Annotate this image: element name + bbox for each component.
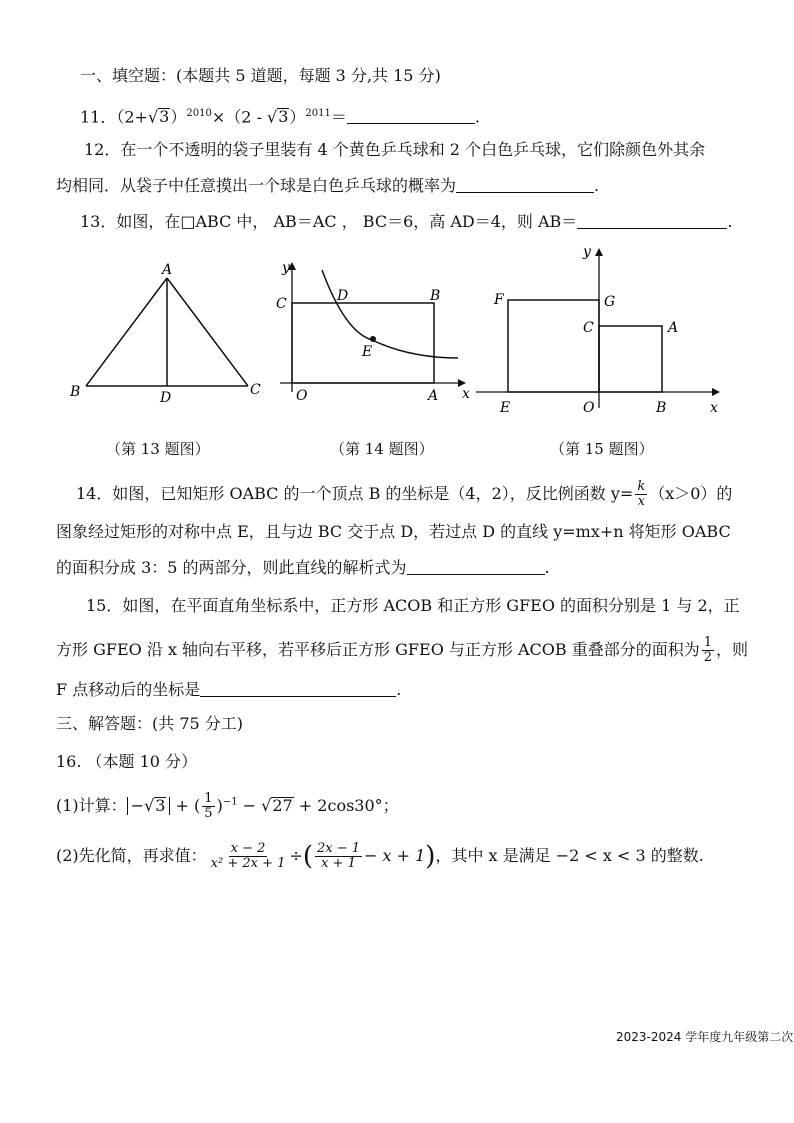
q11-number: 11． (80, 107, 117, 127)
q11-exponent-a: 2010 (186, 108, 212, 119)
q16-p2-fraction-2 (315, 842, 362, 871)
q15-frac-den: 2 (703, 650, 713, 665)
fig15-label-o: O (583, 400, 595, 416)
q16-p1-sqrt27: 27 (272, 796, 293, 815)
fig13-label-b: B (70, 384, 81, 400)
fig14-label-c: C (276, 296, 287, 312)
q12-text: 均相同．从袋子中任意摸出一个球是白色乒乓球的概率为 (56, 176, 457, 195)
q16-p2-fraction-1 (209, 842, 288, 871)
fig14-label-x: x (462, 386, 470, 402)
q14-text-b: （x＞0）的 (649, 484, 733, 503)
q16-p2-divide: ÷ (289, 846, 303, 865)
q13-period: . (727, 212, 733, 231)
fig15-y-arrow (595, 248, 603, 256)
question-15-line-3 (56, 680, 401, 700)
fig14-label-a: A (428, 388, 439, 404)
q11-exponent-b: 2011 (305, 108, 331, 119)
q11-answer-blank[interactable] (347, 107, 475, 124)
q16-p1-minus: − (237, 796, 262, 815)
q14-frac-num: k (637, 479, 646, 494)
q16-p1-frac-den: 5 (204, 806, 213, 821)
q16-p2-tail: ，其中 x 是满足 −2 < x < 3 的整数. (435, 846, 704, 865)
fig15-label-x: x (710, 400, 718, 416)
fig13-label-d: D (160, 390, 172, 406)
fig13-label-c: C (250, 382, 261, 398)
fig15-square-gfeo (508, 300, 599, 392)
q12-period: . (594, 176, 600, 195)
q16-p1-abs: −√3 (127, 797, 171, 815)
section-heading-fill-blank: 一、填空题：(本题共 5 道题，每题 3 分,共 15 分) (80, 66, 441, 85)
q15-fraction (702, 636, 714, 665)
q16-p2-paren-close: ) (425, 841, 436, 872)
q16-p2-paren-open: ( (302, 841, 313, 872)
question-16-part-2 (56, 842, 704, 871)
q14-text-a: 14．如图，已知矩形 OABC 的一个顶点 B 的坐标是（4，2），反比例函数 y= (76, 484, 634, 503)
fig13-caption: （第 13 题图） (106, 440, 210, 458)
q15-text-a: 方形 GFEO 沿 x 轴向右平移，若平移后正方形 GFEO 与正方形 ACOB 重叠部分的面积为 (56, 640, 700, 659)
q14-answer-blank[interactable] (407, 558, 545, 575)
q16-p1-tail: + 2cos30°； (293, 796, 399, 815)
q12-answer-blank[interactable] (456, 176, 594, 193)
fig15-caption: （第 15 题图） (550, 440, 654, 458)
section-heading-solve: 三、解答题：(共 75 分工) (56, 714, 244, 733)
q11-period: . (474, 107, 480, 127)
q16-p2-f1-num: x − 2 (230, 841, 266, 856)
q14-frac-den: x (637, 494, 645, 509)
q11-equals: ＝ (330, 107, 347, 127)
q16-p1-frac-num: 1 (204, 791, 213, 806)
fig15-label-f: F (494, 292, 504, 308)
fig14-label-e: E (362, 344, 373, 360)
question-11: 11．$(2+√3)^{2010}\times(2 - √3)^{2011}=$ . (80, 107, 480, 127)
question-12-line-2 (56, 176, 599, 196)
figures-row (0, 240, 794, 440)
q15-answer-blank[interactable] (200, 680, 396, 697)
q11-root-a: 3 (159, 107, 170, 127)
fig13-side-ac (167, 278, 248, 386)
fig13-label-a: A (162, 262, 173, 278)
fig14-label-y: y (282, 260, 290, 276)
q16-p2-label: (2)先化简，再求值： (56, 846, 207, 865)
question-14-line-1 (76, 480, 732, 509)
q13-answer-blank[interactable] (577, 212, 727, 229)
q11-expr-open: （2+ (116, 107, 148, 127)
fig15-label-g: G (604, 294, 616, 310)
question-12-line-1: 12．在一个不透明的袋子里装有 4 个黄色乒乓球和 2 个白色乒乓球，它们除颜色外其余 (84, 140, 706, 159)
q11-close-a: ） (170, 107, 187, 127)
question-16-header: 16. （本题 10 分） (56, 752, 198, 771)
question-15-line-1: 15．如图，在平面直角坐标系中，正方形 ACOB 和正方形 GFEO 的面积分别是 1 与 2，正 (86, 596, 740, 615)
q16-p1-exponent: −1 (222, 796, 238, 808)
q11-root-b: 3 (278, 107, 289, 127)
fig14-hyperbola (322, 270, 458, 358)
q13-text: 13．如图，在□ABC 中， AB＝AC ， BC＝6，高 AD＝4，则 AB＝ (80, 212, 578, 231)
figure-13-triangle (69, 262, 261, 406)
q11-times: ×（2 - (211, 107, 267, 127)
question-14-line-3 (56, 558, 550, 578)
q16-p2-f2-num: 2x − 1 (316, 841, 360, 856)
figure-14-rectangle-hyperbola (276, 260, 470, 404)
q14-period: . (544, 558, 550, 577)
fig13-side-ab (86, 278, 167, 386)
fig15-label-a: A (668, 320, 679, 336)
fig15-label-c: C (583, 320, 594, 336)
page-footer: 2023-2024 学年度九年级第二次 (616, 1030, 794, 1044)
fig14-rectangle (292, 303, 434, 383)
fig15-label-y: y (583, 244, 591, 260)
q14-text-c: 的面积分成 3：5 的两部分，则此直线的解析式为 (56, 558, 407, 577)
q16-p2-f2-den: x + 1 (321, 856, 356, 871)
q16-p1-fraction (202, 792, 214, 821)
fig14-label-o: O (296, 388, 308, 404)
q16-p1-sqrt3: 3 (155, 796, 166, 815)
question-14-line-2: 图象经过矩形的对称中点 E，且与边 BC 交于点 D，若过点 D 的直线 y=mx+n 将矩形 OABC (56, 522, 731, 541)
fig15-label-b: B (656, 400, 667, 416)
fig15-square-acob (599, 326, 662, 392)
fig14-point-e (370, 336, 376, 342)
fig15-x-arrow (712, 388, 720, 396)
question-13 (80, 212, 732, 232)
q15-frac-num: 1 (703, 635, 713, 650)
q15-text-b: ，则 (716, 640, 749, 659)
q11-close-b: ） (289, 107, 306, 127)
fig14-label-b: B (430, 288, 441, 304)
fig14-label-d: D (337, 288, 349, 304)
q16-p1-close: ) (216, 796, 223, 815)
fig15-label-e: E (500, 400, 511, 416)
question-16-part-1: (1)计算： −√3 + ( $\frac{1}{5}$ )$^{-1}$ − √27 + 2cos30°； (56, 791, 399, 821)
q16-p1-plus: + ( (170, 796, 201, 815)
q16-p1-label: (1)计算： (56, 796, 127, 815)
question-15-line-2 (56, 636, 748, 665)
q15-period: . (396, 680, 402, 699)
q14-fraction (635, 480, 647, 509)
q16-p2-f1-den: x² + 2x + 1 (210, 856, 286, 871)
q16-p2-rest: − x + 1 (364, 846, 426, 865)
figure-15-squares (476, 244, 720, 416)
q15-text-c: F 点移动后的坐标是 (56, 680, 201, 699)
fig14-caption: （第 14 题图） (330, 440, 434, 458)
